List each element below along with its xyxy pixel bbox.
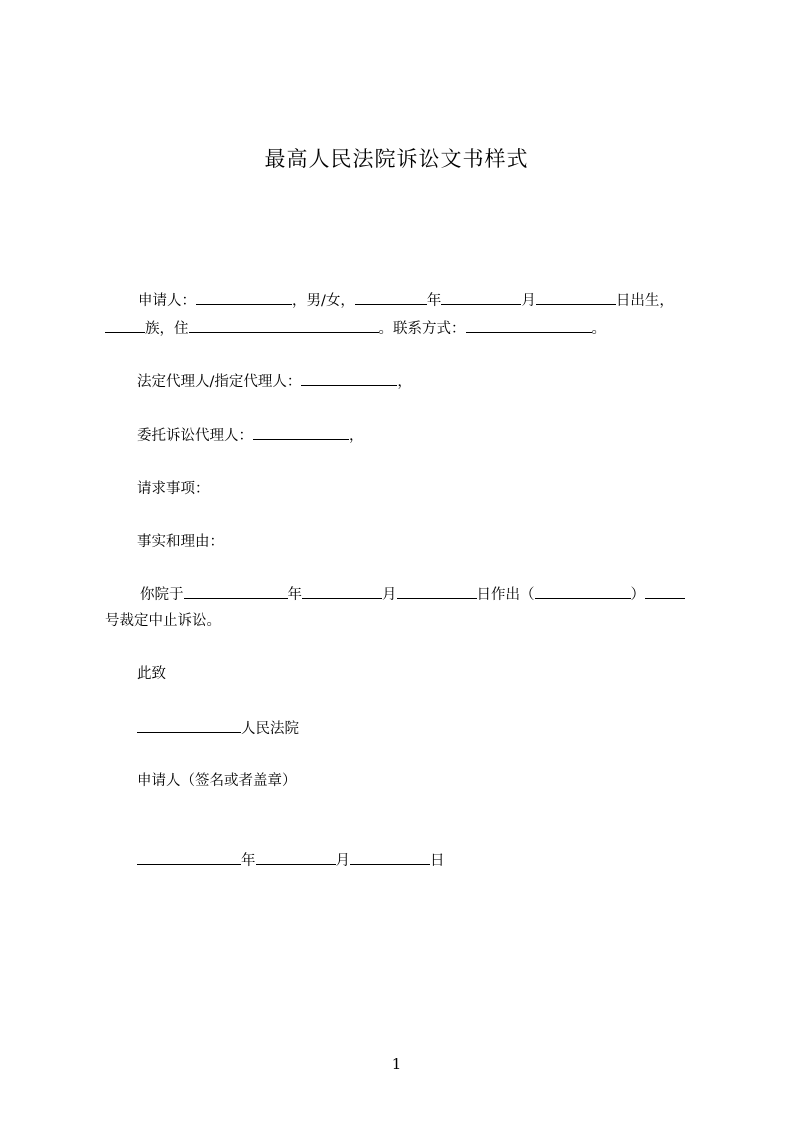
applicant-line bbox=[138, 290, 674, 311]
date-year-text: 年 bbox=[241, 853, 256, 869]
document-title: 最高人民法院诉讼文书样式 bbox=[264, 147, 529, 171]
ruling-number-blank bbox=[645, 584, 685, 599]
entrusted-agent-blank bbox=[253, 425, 349, 440]
paren-close-text: ） bbox=[630, 587, 645, 603]
legal-agent-line bbox=[137, 371, 412, 392]
date-day-blank bbox=[350, 850, 430, 865]
ruling-line bbox=[140, 584, 685, 605]
year-text: 年 bbox=[426, 293, 442, 309]
birth-text: 日出生， bbox=[615, 293, 674, 309]
contact-blank bbox=[466, 318, 592, 333]
entrusted-agent-label: 委托诉讼代理人： bbox=[137, 428, 253, 444]
applicant-name-blank bbox=[196, 290, 292, 305]
birth-day-blank bbox=[536, 290, 616, 305]
ruling-suspend-line: 号裁定中止诉讼。 bbox=[105, 613, 221, 629]
applicant-line-2 bbox=[105, 318, 606, 339]
facts-reasons-heading: 事实和理由： bbox=[137, 534, 224, 550]
ruling-year-text: 年 bbox=[287, 587, 302, 603]
court-name-blank bbox=[137, 718, 241, 733]
ruling-made-text: 日作出（ bbox=[476, 587, 535, 603]
ruling-month-blank bbox=[302, 584, 382, 599]
applicant-label: 申请人： bbox=[138, 293, 196, 309]
birth-month-blank bbox=[441, 290, 521, 305]
ethnicity-residence-text: 族，住 bbox=[145, 321, 189, 337]
month-text: 月 bbox=[521, 293, 536, 309]
case-number-blank bbox=[535, 584, 631, 599]
legal-agent-comma: ， bbox=[397, 374, 412, 390]
ruling-month-text: 月 bbox=[382, 587, 397, 603]
period-text: 。 bbox=[591, 321, 606, 337]
ruling-day-blank bbox=[397, 584, 477, 599]
legal-agent-blank bbox=[301, 371, 397, 386]
gender-text: ，男/女， bbox=[292, 293, 355, 309]
signature-line: 申请人（签名或者盖章） bbox=[137, 773, 297, 789]
birth-year-blank bbox=[355, 290, 427, 305]
ethnicity-blank bbox=[105, 318, 145, 333]
ruling-year-blank bbox=[184, 584, 288, 599]
page-number: 1 bbox=[391, 1055, 402, 1073]
entrusted-agent-line bbox=[137, 425, 364, 446]
contact-label: 。联系方式： bbox=[378, 321, 466, 337]
your-court-text: 你院于 bbox=[140, 587, 184, 603]
court-line bbox=[137, 718, 299, 739]
date-month-blank bbox=[256, 850, 336, 865]
court-text: 人民法院 bbox=[241, 721, 299, 737]
residence-blank bbox=[189, 318, 379, 333]
date-year-blank bbox=[137, 850, 241, 865]
date-line bbox=[137, 850, 445, 871]
legal-agent-label: 法定代理人/指定代理人： bbox=[137, 374, 302, 390]
date-month-text: 月 bbox=[335, 853, 350, 869]
request-items-heading: 请求事项： bbox=[137, 481, 210, 497]
date-day-text: 日 bbox=[430, 853, 445, 869]
respectfully-text: 此致 bbox=[137, 666, 166, 682]
entrusted-agent-comma: ， bbox=[349, 428, 364, 444]
